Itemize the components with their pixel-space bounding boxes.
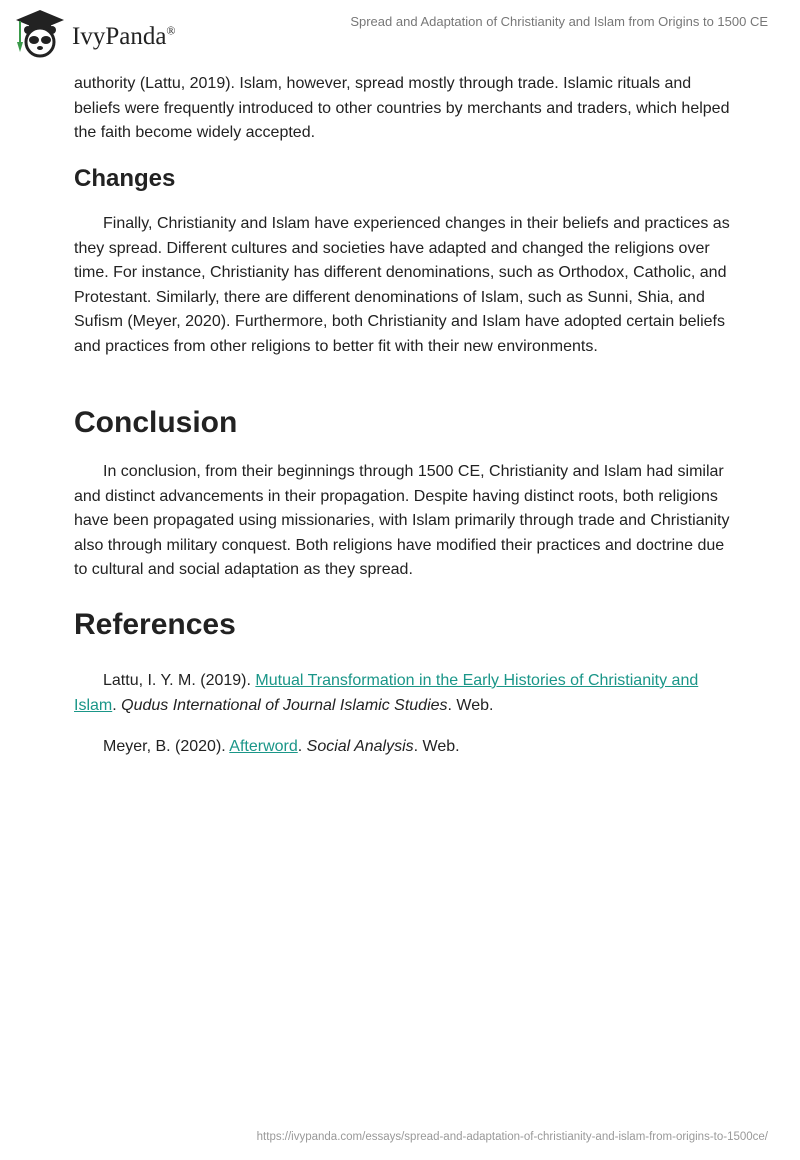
journal-title: Qudus International of Journal Islamic Studies	[121, 696, 448, 714]
conclusion-paragraph: In conclusion, from their beginnings through 1500 CE, Christianity and Islam had similar and distinct advancements in their propagation. Despite having distinct roots, both religions have been propagated using missionaries, with Islam primarily through trade and Christianity also through military conquest. Both religions have modified their practices and doctrine due to cultural and social adaptation as they spread.	[74, 463, 730, 579]
panda-graduate-icon	[12, 8, 68, 58]
logo-text: IvyPanda	[72, 23, 167, 50]
journal-title: Social Analysis	[306, 738, 414, 756]
changes-paragraph: Finally, Christianity and Islam have experienced changes in their beliefs and practices as they spread. Different cultures and societies have adapted and changed the religions over time. For instance, Christianity has different denominations, such as Orthodox, Catholic, and Protestant. Similarly, there are different denominations of Islam, such as Sunni, Shia, and Sufism (Meyer, 2020). Furthermore, both Christianity and Islam have adopted certain beliefs and practices from other religions to better fit with their new environments.	[74, 215, 730, 355]
conclusion-heading: Conclusion	[74, 406, 238, 439]
footer-url[interactable]: https://ivypanda.com/essays/spread-and-adaptation-of-christianity-and-islam-from-origins-to-1500ce/	[256, 1131, 768, 1143]
reference-item: Lattu, I. Y. M. (2019). Mutual Transformation in the Early Histories of Christianity and Islam. Qudus International of Journal Islamic Studies. Web.	[74, 672, 699, 714]
reference-link[interactable]: Mutual Transformation in the Early Histories of Christianity and Islam	[74, 672, 699, 714]
ivypanda-logo[interactable]	[12, 8, 176, 58]
references-section	[74, 608, 730, 760]
registered-mark: ®	[166, 23, 176, 38]
intro-section	[74, 72, 730, 146]
document-title: Spread and Adaptation of Christianity and Islam from Origins to 1500 CE	[350, 14, 768, 29]
changes-section	[74, 165, 730, 360]
reference-link[interactable]: Afterword	[229, 738, 298, 756]
intro-paragraph: authority (Lattu, 2019). Islam, however, spread mostly through trade. Islamic rituals and beliefs were frequently introduced to other countries by merchants and traders, which helped the faith become widely accepted.	[74, 75, 730, 142]
conclusion-section	[74, 406, 730, 583]
changes-heading: Changes	[74, 165, 176, 192]
reference-item: Meyer, B. (2020). Afterword. Social Analysis. Web.	[103, 738, 460, 756]
references-heading: References	[74, 608, 236, 641]
